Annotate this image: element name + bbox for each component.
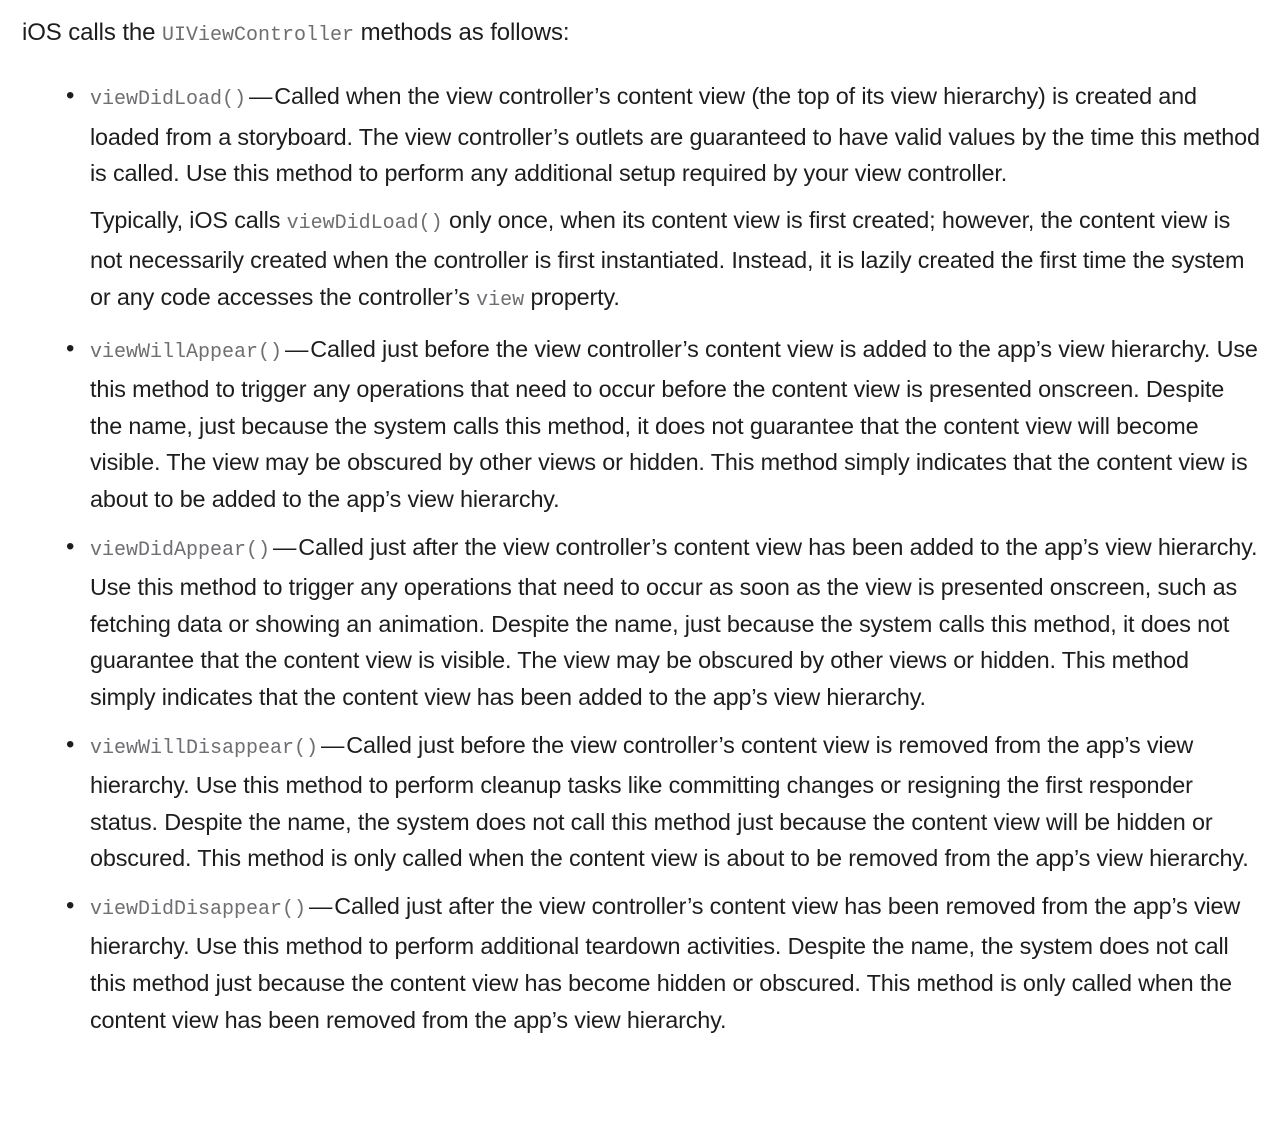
inline-code-viewdidload: viewDidLoad() (286, 211, 443, 235)
extra-text-part1: Typically, iOS calls (90, 206, 287, 233)
bullet-icon: • (66, 532, 75, 560)
em-dash: — (285, 335, 309, 362)
method-description-text: Called just after the view controller’s content view has been added to the app’s view hierarchy. Use this method to trigger any operations that need to occur as soon as the view is presented onscreen, such as fetching data or showing an animation. Despite the name, just because the system calls this method, it does not guarantee that the content view is visible. The view may be obscured by other views or hidden. This method simply indicates that the content view has been added to the app’s view hierarchy. (90, 533, 1258, 710)
method-description (90, 78, 1260, 192)
intro-text-after: methods as follows: (354, 19, 570, 46)
method-name-code: viewWillAppear() (90, 340, 283, 364)
method-description-text: Called just before the view controller’s content view is removed from the app’s view hierarchy. Use this method to perform cleanup tasks like committing changes or resigning the first responder status. Despite the name, the system does not call this method just because the content view will be hidden or obscured. This method is only called when the content view is about to be removed from the app’s view hierarchy. (90, 731, 1249, 872)
method-description-text: Called just before the view controller’s content view is added to the app’s view hierarchy. Use this method to trigger any operations that need to occur before the content view is presented onscreen. Despite the name, just because the system calls this method, it does not guarantee that the content view will become visible. The view may be obscured by other views or hidden. This method simply indicates that the content view is about to be added to the app’s view hierarchy. (90, 335, 1258, 512)
extra-text-part3: property. (524, 283, 620, 310)
list-item-viewwilldisappear (66, 727, 1260, 877)
method-description (90, 727, 1260, 877)
list-item-viewdiddisappear (66, 888, 1260, 1038)
method-description-text: Called just after the view controller’s content view has been removed from the app’s view hierarchy. Use this method to perform additional teardown activities. Despite the name, the system does not call this method just because the content view has become hidden or obscured. This method is only called when the content view has been removed from the app’s view hierarchy. (90, 892, 1241, 1033)
list-item-viewwillappear (66, 331, 1260, 518)
method-description-text: Called when the view controller’s content view (the top of its view hierarchy) is created and loaded from a storyboard. The view controller’s outlets are guaranteed to have valid values by the time this method is called. Use this method to perform any additional setup required by your view controller. (90, 83, 1260, 187)
inline-code-uiviewcontroller: UIViewController (162, 24, 355, 47)
bullet-icon: • (66, 82, 75, 109)
method-name-code: viewDidDisappear() (90, 897, 307, 921)
inline-code-view: view (476, 288, 525, 312)
method-name-code: viewDidLoad() (90, 88, 247, 111)
method-description (90, 529, 1260, 716)
bullet-icon: • (66, 334, 75, 362)
extra-text-part2: only once, when its content view is first created; however, the content view is not necessarily created when the controller is first instantiated. Instead, it is lazily created the first time the system or any code accesses the controller’s (90, 206, 1245, 310)
method-name-code: viewWillDisappear() (90, 736, 319, 760)
bullet-icon: • (66, 891, 75, 919)
list-item-viewdidload (66, 78, 1260, 320)
method-description (90, 888, 1260, 1038)
list-item-viewdidappear (66, 529, 1260, 716)
em-dash: — (309, 892, 333, 919)
method-extra-paragraph (90, 202, 1260, 320)
method-description (90, 331, 1260, 518)
bullet-icon: • (66, 730, 75, 758)
intro-text-before: iOS calls the (22, 19, 162, 46)
method-name-code: viewDidAppear() (90, 538, 271, 562)
em-dash: — (249, 83, 273, 109)
intro-paragraph (22, 16, 1260, 53)
em-dash: — (321, 731, 345, 758)
em-dash: — (273, 533, 297, 560)
lifecycle-methods-list (22, 78, 1260, 1038)
